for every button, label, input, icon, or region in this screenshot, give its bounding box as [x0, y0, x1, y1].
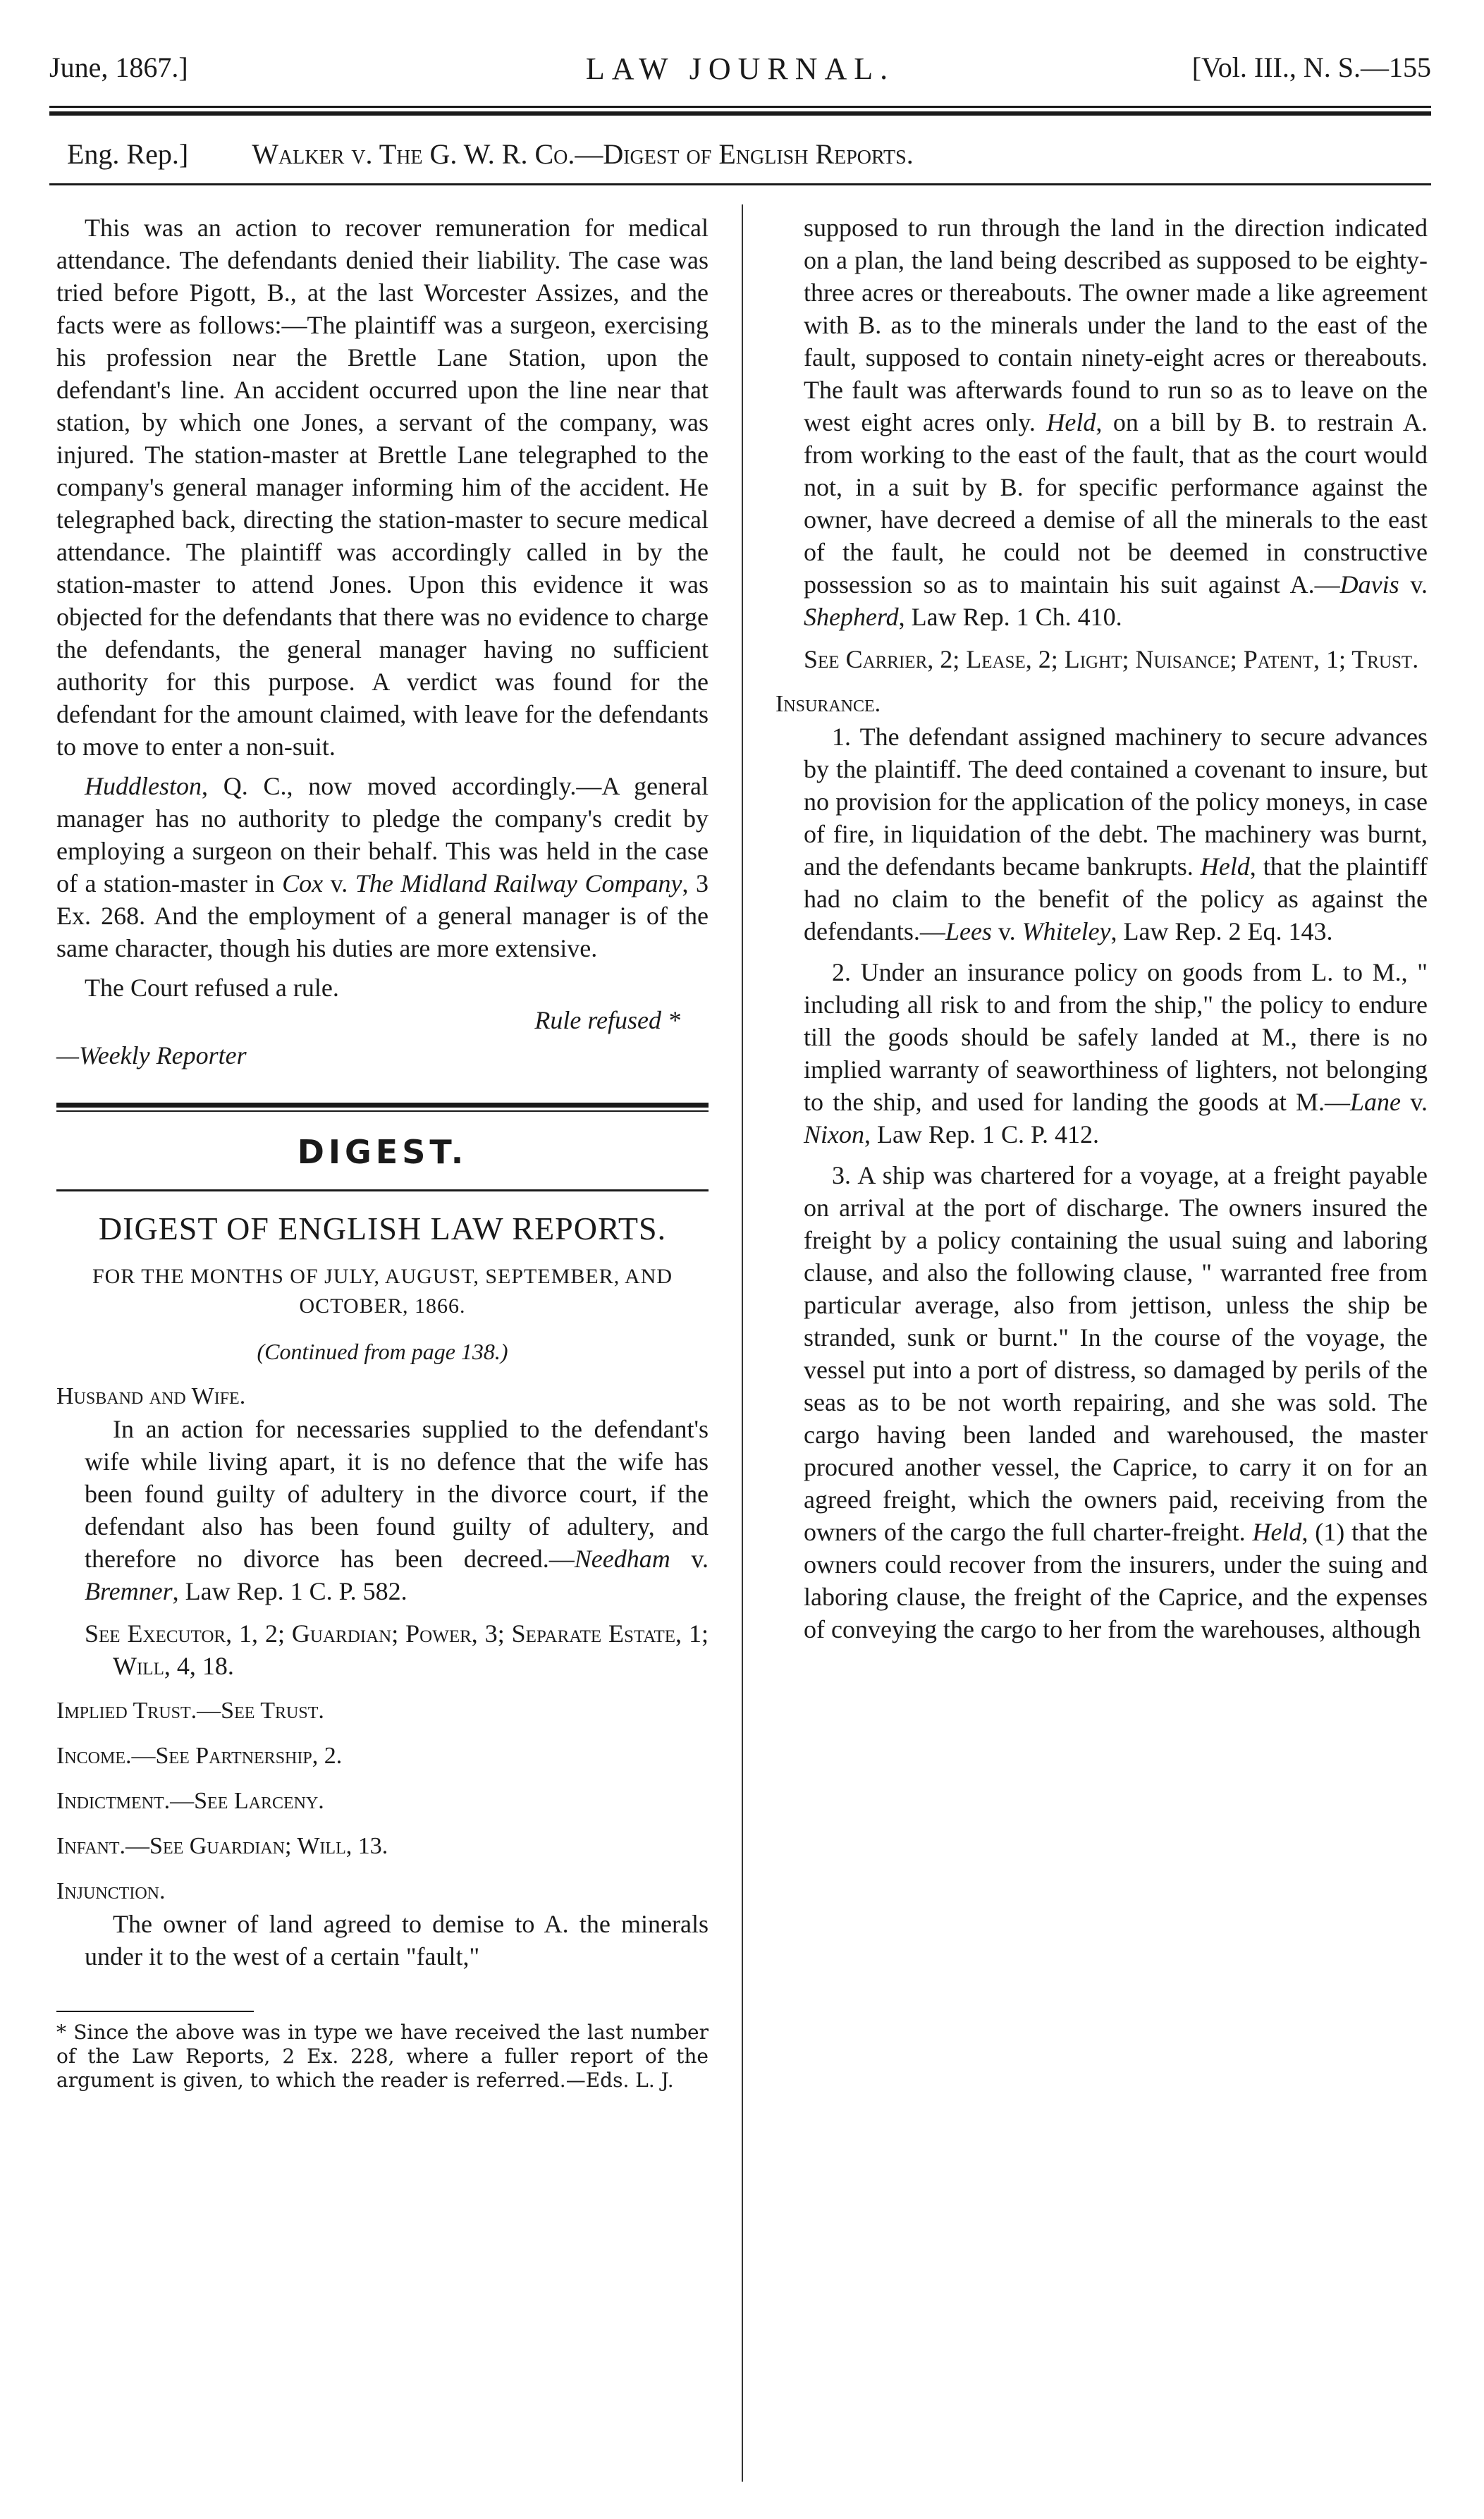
section-header	[67, 137, 1406, 171]
issue-date: June, 1867.]	[49, 51, 188, 83]
entry-income: Income.—See Partnership, 2.	[56, 1743, 343, 1769]
right-column	[775, 212, 1428, 1645]
entry-implied-trust: Implied Trust.—See Trust.	[56, 1698, 324, 1724]
continued-note: (Continued from page 138.)	[257, 1339, 508, 1364]
see-references-2: See Carrier, 2; Lease, 2; Light; Nuisance; Patent, 1; Trust.	[804, 645, 1419, 673]
left-column	[56, 212, 709, 2092]
footnote: * Since the above was in type we have received the last number of the Law Reports, 2 Ex. 228, where a fuller report of the argument is given, to which the reader is referred.—Eds. L. J.	[56, 2021, 709, 2092]
volume-page: [Vol. III., N. S.—155	[1191, 51, 1431, 83]
column-divider	[742, 204, 743, 2482]
header-rule-thin	[49, 106, 1431, 108]
case-titles: Walker v. The G. W. R. Co.—Digest of English Reports.	[252, 138, 914, 170]
counsel-name: Huddleston	[85, 772, 202, 800]
entry-insurance-2: 2. Under an insurance policy on goods from L. to M., " including all risk to and from the ship," the policy to endure till the goods should be safely landed at M., there is no implied warranty of seaworthiness of lighters, not belonging to the ship, and used for landing the goods at M.—Lane v. Nixon, Law Rep. 1 C. P. 412.	[804, 958, 1428, 1148]
entry-infant: Infant.—See Guardian; Will, 13.	[56, 1833, 388, 1859]
entry-insurance-1: 1. The defendant assigned machinery to secure advances by the plaintiff. The deed contained a covenant to insure, but no provision for the application of the policy moneys, in case of fire, in liquidation of the debt. The machinery was burnt, and the defendants became bankrupts. Held, that the plaintiff had no claim to the benefit of the policy as against the defendants.—Lees v. Whiteley, Law Rep. 2 Eq. 143.	[804, 723, 1428, 945]
heading-insurance: Insurance.	[775, 691, 881, 717]
paragraph-facts: This was an action to recover remuneration for medical attendance. The defendants denied their liability. The case was tried before Pigott, B., at the last Worcester Assizes, and the facts were as follows:—The plaintiff was a surgeon, exercising his profession near the Brettle Lane Station, upon the defendant's line. An accident occurred upon the line near that station, by which one Jones, a servant of the company, was injured. The station-master at Brettle Lane telegraphed to the company's general manager informing him of the accident. He telegraphed back, directing the station-master to secure medical attendance. The plaintiff was accordingly called in by the station-master to attend Jones. Upon this evidence it was objected for the defendants that there was no evidence to charge the defendants, the general manager having no sufficient authority for this purpose. A verdict was found for the defendant for the amount claimed, with leave for the defendants to move to enter a non-suit.	[56, 214, 709, 761]
see-references-1: See Executor, 1, 2; Guardian; Power, 3; Separate Estate, 1; Will, 4, 18.	[85, 1619, 709, 1680]
entry-injunction-start: The owner of land agreed to demise to A. the minerals under it to the west of a certain "fault,"	[85, 1910, 709, 1971]
report-tag: Eng. Rep.]	[67, 138, 189, 170]
journal-title: LAW JOURNAL.	[585, 51, 895, 86]
entry-insurance-3: 3. A ship was chartered for a voyage, at a freight payable on arrival at the port of discharge. The owners insured the freight by a policy containing the usual suing and laboring clause, and also the following clause, " warranted free from particular average, also from jettison, unless the ship be stranded, sunk or burnt." In the course of the voyage, the vessel put into a port of distress, so damaged by perils of the seas as to be not worth repairing, and she was sold. The cargo having been landed and warehoused, the master procured another vessel, the Caprice, to carry it on for an agreed freight, which the owners paid, receiving from the owners of the cargo the full charter-freight. Held, (1) that the owners could recover from the insurers, under the suing and laboring clause, the freight of the Caprice, and the expenses of conveying the cargo to her from the warehouses, although	[804, 1161, 1428, 1643]
entry-injunction-cont: supposed to run through the land in the direction indicated on a plan, the land being described as supposed to be eighty-three acres or thereabouts. The owner made a like agreement with B. as to the minerals under the land to the east of the fault, supposed to contain ninety-eight acres or thereabouts. The fault was afterwards found to run so as to leave on the west eight acres only. Held, on a bill by B. to restrain A. from working to the east of the fault, that as the court would not, in a suit by B. for specific performance against the owner, have decreed a demise of all the minerals to the east of the fault, he could not be deemed in constructive possession so as to maintain his suit against A.—Davis v. Shepherd, Law Rep. 1 Ch. 410.	[804, 214, 1428, 631]
paragraph-decision: The Court refused a rule.	[85, 974, 339, 1002]
digest-rule	[56, 1103, 709, 1112]
footnote-rule	[56, 2011, 254, 2012]
digest-period: FOR THE MONTHS OF JULY, AUGUST, SEPTEMBER, AND OCTOBER, 1866.	[92, 1265, 673, 1318]
heading-husband-wife: Husband and Wife.	[56, 1383, 246, 1409]
digest-title: DIGEST.	[297, 1133, 468, 1171]
subheader-rule	[49, 183, 1431, 185]
heading-injunction: Injunction.	[56, 1878, 166, 1904]
digest-separator	[56, 1189, 709, 1191]
source-reporter: —Weekly Reporter	[56, 1041, 247, 1069]
digest-subtitle: DIGEST OF ENGLISH LAW REPORTS.	[98, 1211, 667, 1246]
entry-husband-wife: In an action for necessaries supplied to the defendant's wife while living apart, it is no defence that the wife has been found guilty of adultery in the divorce court, if the defendant also has been found guilty of adultery, and therefore no divorce has been decreed.—Needham v. Bremner, Law Rep. 1 C. P. 582.	[85, 1415, 709, 1605]
entry-indictment: Indictment.—See Larceny.	[56, 1788, 324, 1814]
running-header	[49, 51, 1431, 100]
header-rule-thick	[49, 111, 1431, 116]
paragraph-argument: Huddleston, Q. C., now moved accordingly.—A general manager has no authority to pledge the company's credit by employing a surgeon on their behalf. This was held in the case of a station-master in Cox v. The Midland Railway Company, 3 Ex. 268. And the employment of a general manager is of the same character, though his duties are more extensive.	[56, 772, 709, 962]
rule-refused: Rule refused *	[534, 1006, 680, 1034]
